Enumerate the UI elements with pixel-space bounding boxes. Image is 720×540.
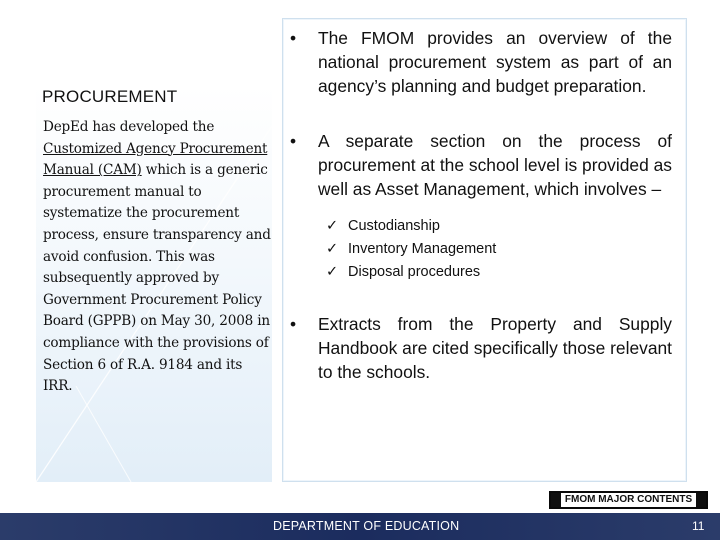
sub-item-text: Custodianship [348, 218, 440, 234]
footer-department: DEPARTMENT OF EDUCATION [273, 519, 460, 533]
section-description [43, 117, 271, 398]
bullet-item [288, 129, 672, 201]
major-contents-button[interactable] [549, 491, 708, 509]
bullet-text: The FMOM provides an overview of the national procurement system as part of an agency’s planning and budget preparation. [318, 28, 672, 96]
sub-item-text: Inventory Management [348, 241, 497, 257]
sub-item-text: Disposal procedures [348, 264, 481, 280]
description-intro: DepEd has developed the [43, 119, 215, 135]
bullet-list [288, 26, 672, 384]
checkmark-icon: ✓ [326, 218, 339, 234]
bullet-icon: • [290, 314, 297, 334]
major-contents-label: FMOM MAJOR CONTENTS [561, 493, 696, 507]
bullet-icon: • [290, 131, 297, 151]
bullet-item [288, 312, 672, 384]
section-title: PROCUREMENT [42, 87, 178, 106]
sub-item [326, 238, 672, 261]
bullet-text: A separate section on the process of procurement at the school level is provided as well as Asset Management, which involves – [318, 131, 672, 199]
bullet-icon: • [290, 28, 297, 48]
description-rest: which is a generic procurement manual to systematize the procurement process, ensure transparency and avoid confusion. This was subsequently approved by Government Procurement Policy Board (GPPB) on May 30, 2008 in compliance with the provisions of Section 6 of R.A. 9184 and its IRR. [43, 162, 271, 395]
bullet-item [288, 26, 672, 98]
page-number: 11 [692, 519, 705, 533]
sub-item [326, 215, 672, 238]
cam-link[interactable]: Customized Agency Procurement Manual (CAM) [43, 140, 268, 179]
sub-item [326, 261, 672, 284]
bullet-text: Extracts from the Property and Supply Handbook are cited specifically those relevant to the schools. [318, 314, 672, 382]
checkmark-icon: ✓ [326, 241, 339, 257]
checkmark-icon: ✓ [326, 264, 339, 280]
